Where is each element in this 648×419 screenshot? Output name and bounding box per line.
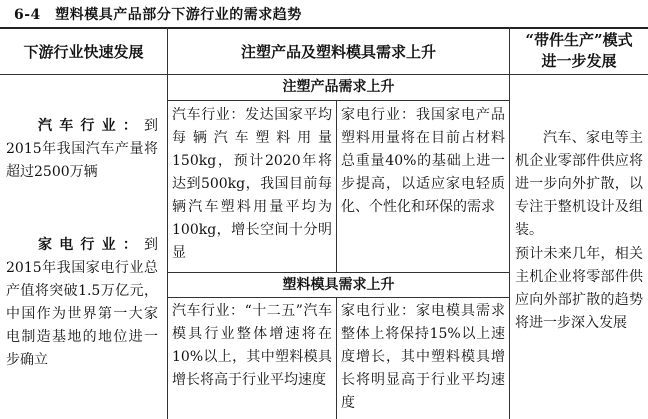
injection-title-label: 注塑产品需求上升 <box>282 79 395 95</box>
left-auto-body: 到2015年我国汽车产量将超过2500万辆 <box>6 118 159 180</box>
left-auto-colon: ： <box>122 118 145 134</box>
col-divider-2 <box>509 27 510 419</box>
injection-appliance-cell <box>341 104 505 219</box>
demand-trend-table <box>0 27 648 419</box>
header-model-line1: “带件生产”模式 <box>525 31 633 49</box>
header-demand <box>168 30 509 74</box>
mold-title-label: 塑料模具需求上升 <box>282 277 395 293</box>
injection-auto-text: 汽车行业：发达国家平均每辆汽车塑料用量150kg，预计2020年将达到500kg，我国目前每辆汽车塑料用量平均为100kg，增长空间十分明显 <box>172 107 332 261</box>
left-appliance-colon: ： <box>122 237 145 253</box>
mold-auto-cell <box>172 300 332 392</box>
left-appliance-paragraph <box>6 234 158 372</box>
injection-auto-cell <box>172 104 332 265</box>
right-paragraph-1 <box>515 127 643 242</box>
injection-title-rule <box>168 100 509 101</box>
left-appliance-body: 到2015年我国家电行业总产值将突破1.5万亿元，中国作为世界第一大家电制造基地的地位进一步确立 <box>6 237 159 368</box>
mold-auto-text: 汽车行业：“十二五”汽车模具行业整体增速将在10%以上，其中塑料模具增长将高于行业平均速度 <box>172 303 332 388</box>
mold-appliance-cell <box>341 300 505 415</box>
injection-appliance-text: 家电行业：我国家电产品塑料用量将在目前占材料总重量40%的基础上进一步提高，以适应家电轻质化、个性化和环保的需求 <box>341 107 505 215</box>
header-downstream <box>0 30 167 74</box>
mold-title-bottom-rule <box>168 297 509 298</box>
header-model-line2: 进一步发展 <box>541 52 617 70</box>
table-top-rule <box>0 27 648 29</box>
header-downstream-label: 下游行业快速发展 <box>23 43 144 61</box>
mold-title <box>168 273 509 297</box>
header-demand-label: 注塑产品及塑料模具需求上升 <box>240 43 436 61</box>
inner-divider-top <box>336 100 337 272</box>
right-paragraph-2-text: 预计未来几年，相关主机企业将零部件供应向外部扩散的趋势将进一步深入发展 <box>515 246 643 331</box>
injection-title <box>168 75 509 100</box>
header-model <box>510 30 648 74</box>
right-paragraph-1-text: 汽车、家电等主机企业零部件供应将进一步向外扩散，以专注于整机设计及组装。 <box>515 130 643 238</box>
inner-divider-bottom <box>336 297 337 419</box>
left-auto-lead: 汽车行业 <box>38 118 123 134</box>
mold-appliance-text: 家电行业：家电模具需求整体上将保持15%以上速度增长，其中塑料模具增长将明显高于行业平均速度 <box>341 303 505 411</box>
left-auto-paragraph <box>6 115 158 184</box>
table-caption: 6-4 塑料模具产品部分下游行业的需求趋势 <box>14 7 302 23</box>
left-appliance-lead: 家电行业 <box>38 237 123 253</box>
right-paragraph-2 <box>515 243 643 335</box>
